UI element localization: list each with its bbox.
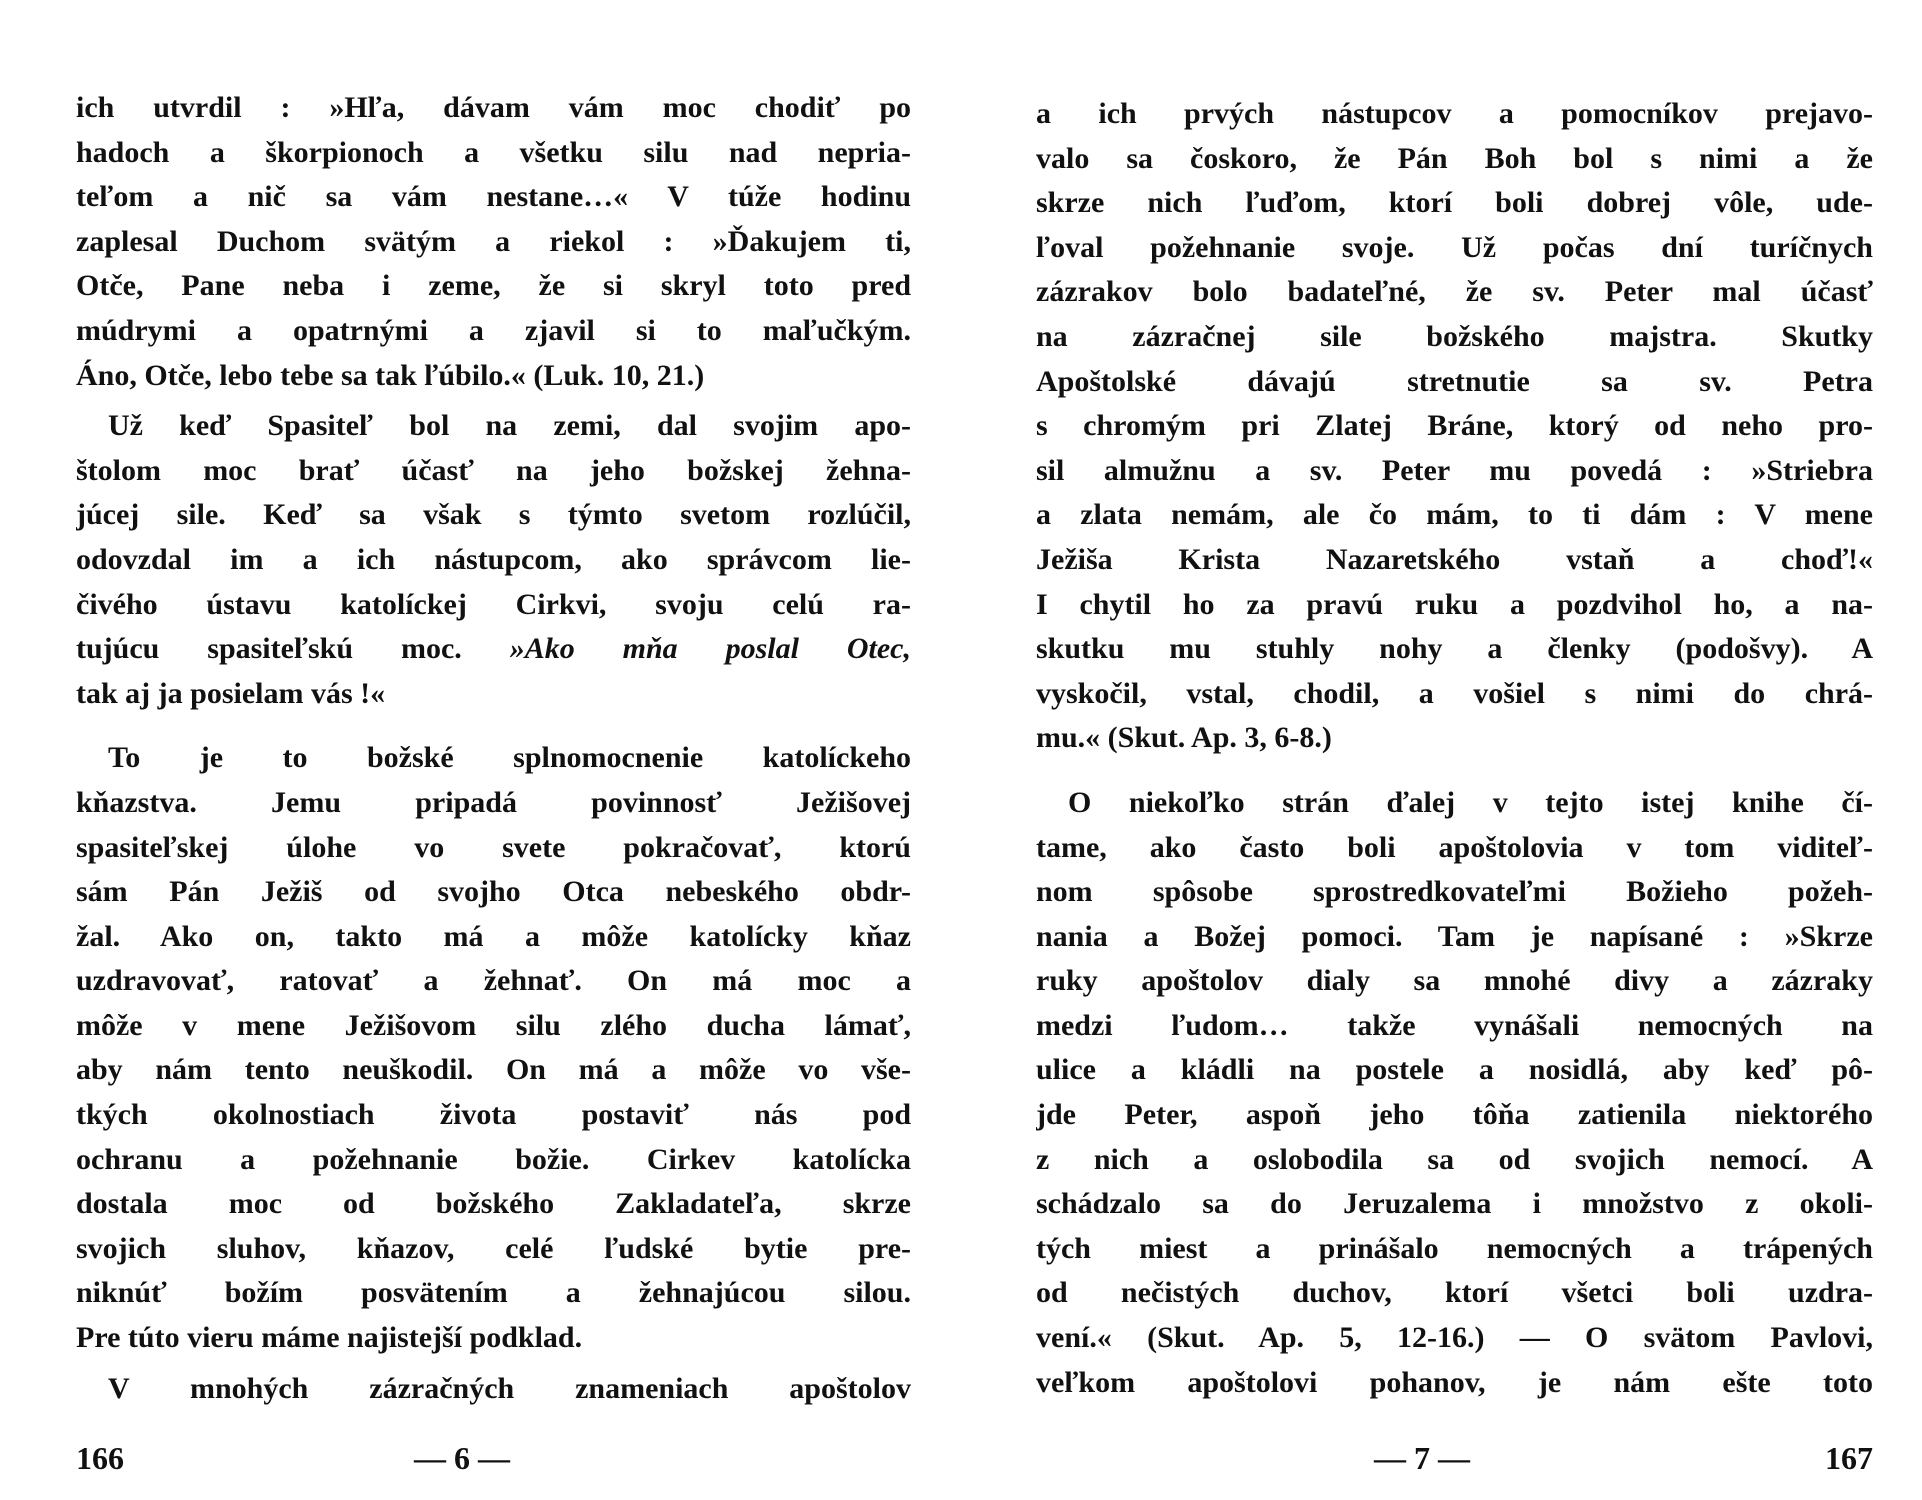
text-line: sám Pán Ježiš od svojho Otca nebeského obdr- — [76, 875, 911, 909]
text-line: štolom moc brať účasť na jeho božskej žehna- — [76, 453, 911, 487]
text-line-italic-quote: tujúcu spasiteľskú moc. »Ako mňa poslal Otec, — [76, 632, 911, 666]
page-number: 166 — [76, 1440, 124, 1476]
text-line: svojich sluhov, kňazov, celé ľudské bytie pre- — [76, 1231, 911, 1265]
text-line: valo sa čoskoro, že Pán Boh bol s nimi a že — [1036, 141, 1873, 175]
text-line: jde Peter, aspoň jeho tôňa zatienila niektorého — [1036, 1098, 1873, 1132]
italic-quote: »Ako mňa poslal Otec, — [509, 632, 911, 666]
right-page-footer — [1036, 1438, 1873, 1478]
text-line: tame, ako často boli apoštolovia v tom viditeľ- — [1036, 830, 1873, 864]
text-line: z nich a oslobodila sa od svojich nemocí. A — [1036, 1142, 1873, 1176]
paragraph-start: Už keď Spasiteľ bol na zemi, dal svojim apo- — [108, 409, 911, 443]
text-line: mu.« (Skut. Ap. 3, 6-8.) — [1036, 721, 1332, 755]
text-line: niknúť božím posvätením a žehnajúcou silou. — [76, 1276, 911, 1310]
text-line: vyskočil, vstal, chodil, a vošiel s nimi do chrá- — [1036, 676, 1873, 710]
text-line: veľkom apoštolovi pohanov, je nám ešte toto — [1036, 1365, 1873, 1399]
text-line: kňazstva. Jemu pripadá povinnosť Ježišovej — [76, 785, 911, 819]
text-line: tých miest a prinášalo nemocných a trápených — [1036, 1231, 1873, 1265]
text-line: Apoštolské dávajú stretnutie sa sv. Petra — [1036, 364, 1873, 398]
right-page — [1036, 0, 1873, 1500]
text-line: Otče, Pane neba i zeme, že si skryl toto pred — [76, 269, 911, 303]
text-line: s chromým pri Zlatej Bráne, ktorý od neho pro- — [1036, 409, 1873, 443]
text-line: medzi ľudom… takže vynášali nemocných na — [1036, 1008, 1873, 1042]
text-line: júcej sile. Keď sa však s týmto svetom rozlúčil, — [76, 498, 911, 532]
text-line: schádzalo sa do Jeruzalema i množstvo z okoli- — [1036, 1187, 1873, 1221]
text-line: sil almužnu a sv. Peter mu povedá : »Striebra — [1036, 453, 1873, 487]
text-line: I chytil ho za pravú ruku a pozdvihol ho, a na- — [1036, 587, 1873, 621]
text-line: odovzdal im a ich nástupcom, ako správcom lie- — [76, 542, 911, 576]
text-line: a ich prvých nástupcov a pomocníkov prejavo- — [1036, 97, 1873, 130]
text-line: hadoch a škorpionoch a všetku silu nad nepria- — [76, 135, 911, 169]
text-line: môže v mene Ježišovom silu zlého ducha lámať, — [76, 1008, 911, 1042]
text-line: Áno, Otče, lebo tebe sa tak ľúbilo.« (Luk. 10, 21.) — [76, 358, 705, 392]
folio-number: — 6 — — [414, 1440, 510, 1476]
page-number: 167 — [1825, 1440, 1873, 1476]
paragraph-start: To je to božské splnomocnenie katolíckeho — [108, 741, 911, 775]
text-line: Pre túto vieru máme najistejší podklad. — [76, 1321, 583, 1355]
text-line: teľom a nič sa vám nestane…« V túže hodinu — [76, 180, 911, 214]
text-line: ochranu a požehnanie božie. Cirkev katolícka — [76, 1142, 911, 1176]
text-line: od nečistých duchov, ktorí všetci boli uzdra- — [1036, 1276, 1873, 1310]
left-page-text — [76, 86, 911, 1411]
left-page — [76, 0, 911, 1500]
folio-number: — 7 — — [1374, 1440, 1470, 1476]
paragraph-start: V mnohých zázračných znameniach apoštolov — [108, 1371, 911, 1405]
text-line: zaplesal Duchom svätým a riekol : »Ďakujem ti, — [76, 224, 911, 258]
text-line: a zlata nemám, ale čo mám, to ti dám : V mene — [1036, 498, 1873, 532]
text-line: skrze nich ľuďom, ktorí boli dobrej vôle, ude- — [1036, 186, 1873, 220]
text-line: na zázračnej sile božského majstra. Skutky — [1036, 319, 1873, 353]
text-line: žal. Ako on, takto má a môže katolícky kňaz — [76, 919, 911, 953]
text-line: ulice a kládli na postele a nosidlá, aby keď pô- — [1036, 1053, 1873, 1087]
text-line: zázrakov bolo badateľné, že sv. Peter mal účasť — [1036, 275, 1873, 309]
text-line: nania a Božej pomoci. Tam je napísané : »Skrze — [1036, 919, 1873, 953]
text-line: ich utvrdil : »Hľa, dávam vám moc chodiť po — [76, 91, 911, 124]
text-line: tkých okolnostiach života postaviť nás pod — [76, 1098, 911, 1132]
text-line: aby nám tento neuškodil. On má a môže vo vše- — [76, 1053, 911, 1087]
italic-quote: tak aj ja posielam vás !« — [76, 676, 386, 710]
left-page-footer — [76, 1438, 911, 1478]
text-line: spasiteľskej úlohe vo svete pokračovať, ktorú — [76, 830, 911, 864]
text-line: ľoval požehnanie svoje. Už počas dní turíčnych — [1036, 230, 1873, 264]
right-page-text — [1036, 92, 1873, 1405]
text-line: dostala moc od božského Zakladateľa, skrze — [76, 1187, 911, 1221]
paragraph-start: O niekoľko strán ďalej v tejto istej knihe čí- — [1068, 785, 1873, 819]
text-line: Ježiša Krista Nazaretského vstaň a choď!« — [1036, 542, 1873, 576]
text-line: čivého ústavu katolíckej Cirkvi, svoju celú ra- — [76, 587, 911, 621]
text-line: nom spôsobe sprostredkovateľmi Božieho požeh- — [1036, 875, 1873, 909]
text-line: vení.« (Skut. Ap. 5, 12-16.) — O svätom Pavlovi, — [1036, 1321, 1873, 1355]
text-line: múdrymi a opatrnými a zjavil si to maľučkým. — [76, 313, 911, 347]
text-line: skutku mu stuhly nohy a členky (podošvy). A — [1036, 632, 1873, 666]
text-line: ruky apoštolov dialy sa mnohé divy a zázraky — [1036, 964, 1873, 998]
text-line: uzdravovať, ratovať a žehnať. On má moc a — [76, 964, 911, 998]
